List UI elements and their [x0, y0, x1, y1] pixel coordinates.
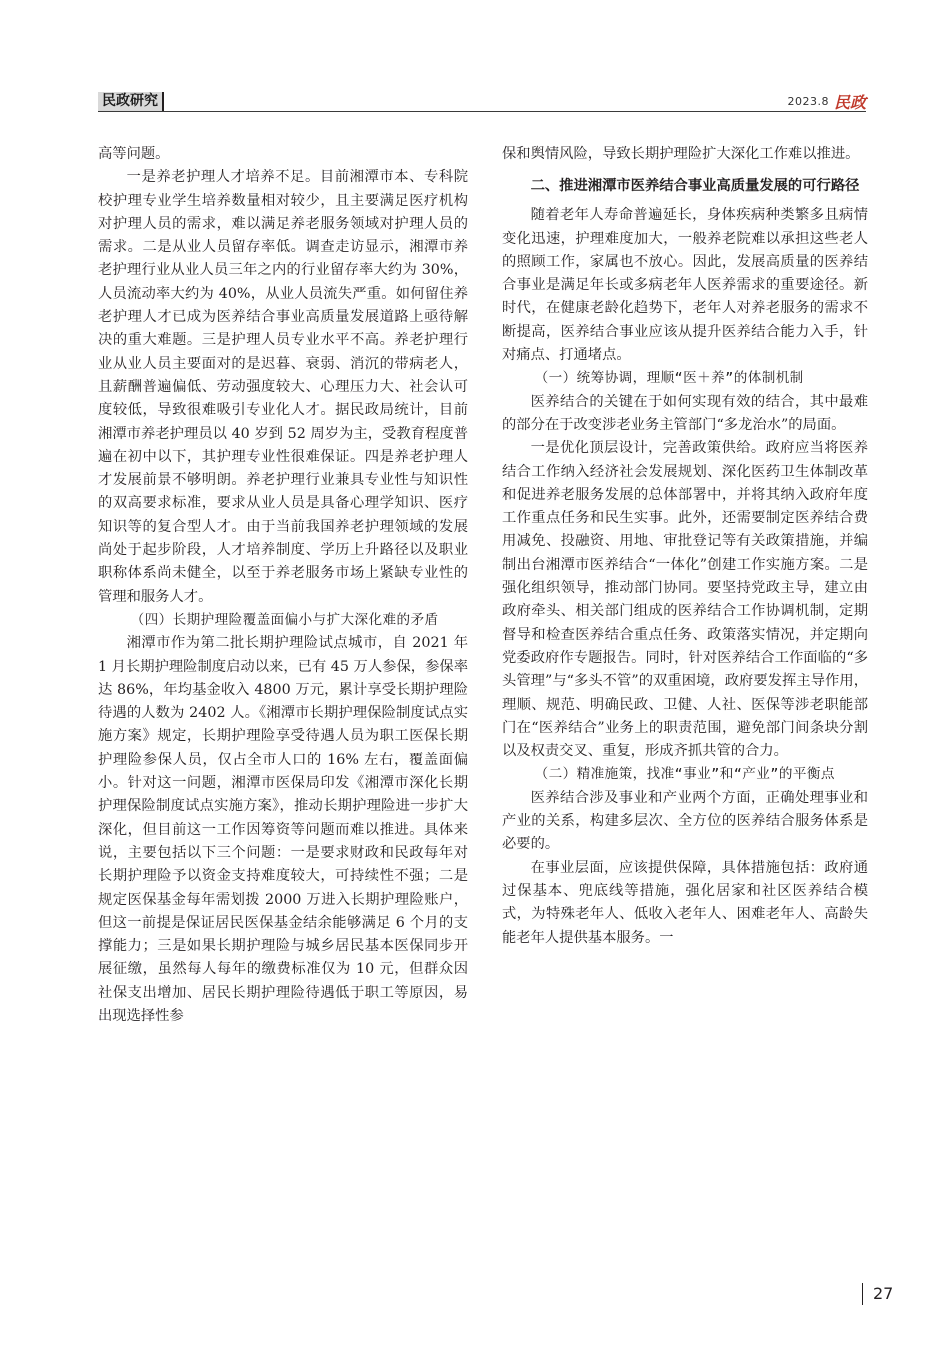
left-paragraph-1: 高等问题。	[98, 146, 170, 162]
left-paragraph-2: 一是养老护理人才培养不足。目前湘潭市本、专科院校护理专业学生培养数量相对较少，且主要满足医疗机构对护理人员的需求，难以满足养老服务领域对护理人员的需求。二是从业人员留存率低。调查走访显示，湘潭市养老护理行业从业人员三年之内的行业留存率大约为 30%，人员流动率大约为 40%，从业人员流失严重。如何留住养老护理人才已成为医养结合事业高质量发展道路上亟待解决的重大难题。三是护理人员专业水平不高。养老护理行业从业人员主要面对的是迟暮、衰弱、消沉的带病老人，且薪酬普遍偏低、劳动强度较大、心理压力大、社会认可度较低，导致很难吸引专业化人才。据民政局统计，目前湘潭市养老护理员以 40 岁到 52 周岁为主，受教育程度普遍在初中以下，其护理专业性很难保证。四是养老护理人才发展前景不够明朗。养老护理行业兼具专业性与知识性的双高要求标准，要求从业人员是具备心理学知识、医疗知识等的复合型人才。由于当前我国养老护理领域的发展尚处于起步阶段，人才培养制度、学历上升路径以及职业职称体系尚未健全，以至于养老服务市场上紧缺专业性的管理和服务人才。	[98, 169, 468, 605]
right-paragraph-4: 一是优化顶层设计，完善政策供给。政府应当将医养结合工作纳入经济社会发展规划、深化医药卫生体制改革和促进养老服务发展的总体部署中，并将其纳入政府年度工作重点任务和民生实事。此外，还需要制定医养结合费用减免、投融资、用地、审批登记等有关政策措施，并编制出台湘潭市医养结合“一体化”创建工作实施方案。二是强化组织领导，推动部门协同。要坚持党政主导，建立由政府牵头、相关部门组成的医养结合工作协调机制，定期督导和检查医养结合重点任务、政策落实情况，并定期向党委政府作专题报告。同时，针对医养结合工作面临的“多头管理”与“多头不管”的双重困境，政府要发挥主导作用，理顺、规范、明确民政、卫健、人社、医保等涉老职能部门在“医养结合”业务上的职责范围，避免部门间条块分割以及权责交叉、重复，形成齐抓共管的合力。	[502, 440, 868, 760]
left-paragraph-3: 湘潭市作为第二批长期护理险试点城市，自 2021 年 1 月长期护理险制度启动以来，已有 45 万人参保，参保率达 86%，年均基金收入 4800 万元，累计享受长期护理险待遇的人数为 2402 人。《湘潭市长期护理保险制度试点实施方案》规定，长期护理险享受待遇人员为职工医保长期护理险参保人员，仅占全市人口的 16% 左右，覆盖面偏小。针对这一问题，湘潭市医保局印发《湘潭市深化长期护理保险制度试点实施方案》，推动长期护理险进一步扩大深化，但目前这一工作因筹资等问题而难以推进。具体来说，主要包括以下三个问题：一是要求财政和民政每年对长期护理险予以资金支持难度较大，可持续性不强；二是规定医保基金每年需划拨 2000 万进入长期护理险账户，但这一前提是保证居民医保基金结余能够满足 6 个月的支撑能力；三是如果长期护理险与城乡居民基本医保同步开展征缴，虽然每人每年的缴费标准仅为 10 元，但群众因社保支出增加、居民长期护理险待遇低于职工等原因，易出现选择性参	[98, 635, 468, 1024]
page-number: 27	[862, 1283, 893, 1305]
right-paragraph-5: 医养结合涉及事业和产业两个方面，正确处理事业和产业的关系，构建多层次、全方位的医养结合服务体系是必要的。	[502, 789, 868, 853]
right-paragraph-3: 医养结合的关键在于如何实现有效的结合，其中最难的部分在于改变涉老业务主管部门“多龙治水”的局面。	[502, 393, 868, 433]
header-right	[787, 92, 866, 111]
right-paragraph-2: 随着老年人寿命普遍延长，身体疾病种类繁多且病情变化迅速，护理难度加大，一般养老院难以承担这些老人的照顾工作，家属也不放心。因此，发展高质量的医养结合事业是满足年长或多病老年人医养需求的重要途径。新时代，在健康老龄化趋势下，老年人对养老服务的需求不断提高，医养结合事业应该从提升医养结合能力入手，针对痛点、打通堵点。	[502, 207, 868, 364]
subheading-4: （四）长期护理险覆盖面偏小与扩大深化难的矛盾	[130, 611, 439, 628]
header-section-label: 民政研究	[98, 92, 164, 111]
brand-logo: 民政	[833, 93, 866, 112]
right-paragraph-6: 在事业层面，应该提供保障，具体措施包括：政府通过保基本、兜底线等措施，强化居家和社区医养结合模式，为特殊老年人、低收入老年人、困难老年人、高龄失能老年人提供基本服务。一	[502, 859, 868, 946]
subheading-2: （二）精准施策，找准“事业”和“产业”的平衡点	[534, 766, 835, 783]
right-paragraph-1: 保和舆情风险，导致长期护理险扩大深化工作难以推进。	[502, 146, 860, 162]
right-column	[502, 143, 868, 950]
subheading-1: （一）统筹协调，理顺“医＋养”的体制机制	[534, 370, 804, 387]
issue-date: 2023.8	[787, 95, 829, 108]
section-heading-2: 二、推进湘潭市医养结合事业高质量发展的可行路径	[530, 178, 860, 195]
left-column	[98, 143, 468, 1028]
header-rule	[98, 111, 866, 112]
